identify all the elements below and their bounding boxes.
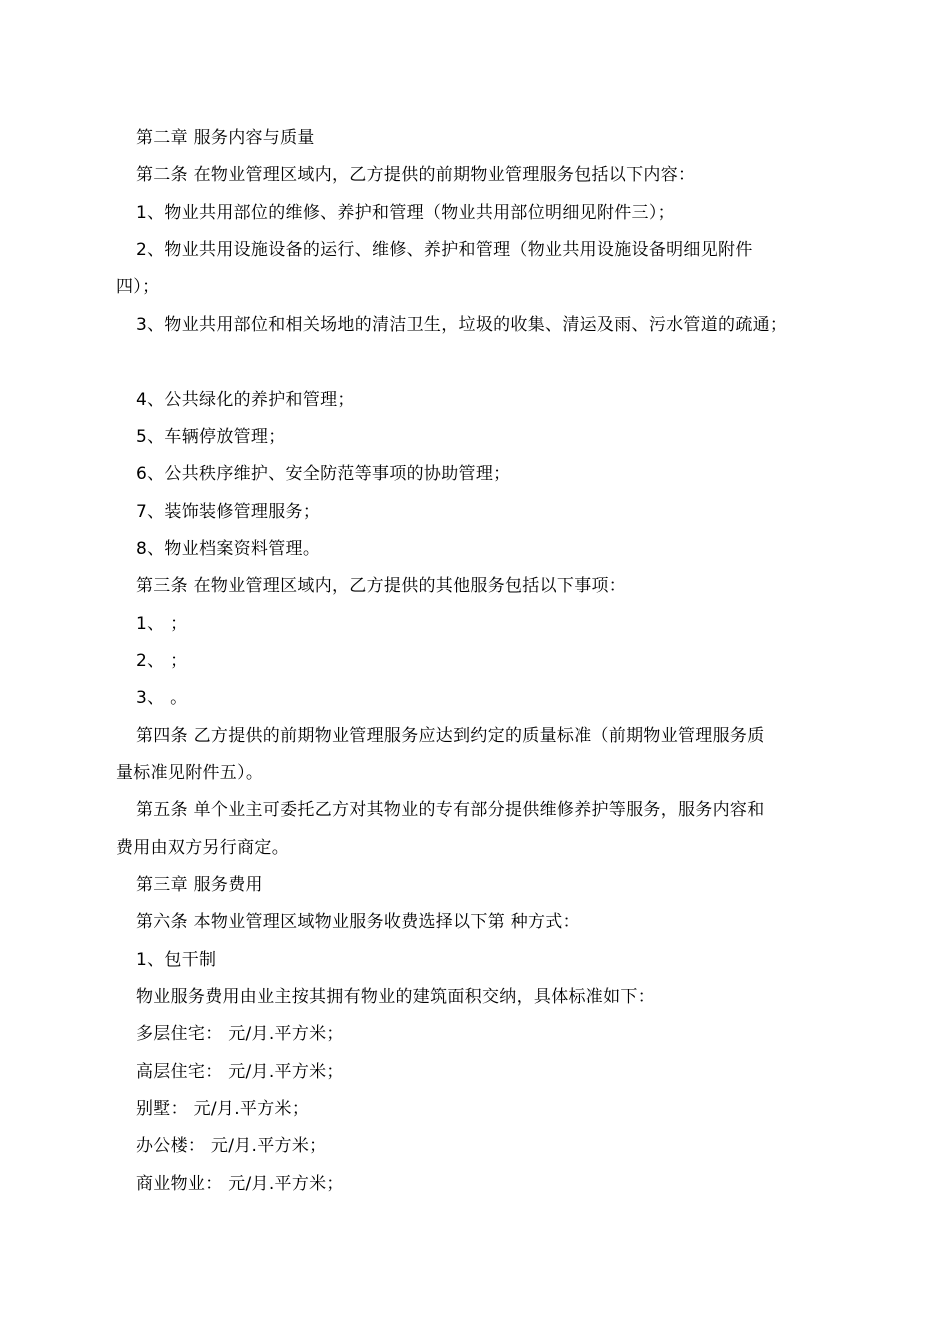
service-item-8: 8、物业档案资料管理。 <box>136 539 321 559</box>
fee-high-rise: 高层住宅： 元/月.平方米； <box>136 1062 344 1082</box>
article-2-text: 第二条 在物业管理区域内，乙方提供的前期物业管理服务包括以下内容： <box>136 165 696 185</box>
article-6-text: 第六条 本物业管理区域物业服务收费选择以下第 种方式： <box>136 912 580 932</box>
article-3-text: 第三条 在物业管理区域内，乙方提供的其他服务包括以下事项： <box>136 576 627 596</box>
service-item-6: 6、公共秩序维护、安全防范等事项的协助管理； <box>136 464 511 484</box>
other-service-item-1: 1、 ； <box>136 614 188 634</box>
service-item-2-line-2: 四）； <box>116 277 160 297</box>
fee-commercial: 商业物业： 元/月.平方米； <box>136 1174 344 1194</box>
service-item-5: 5、车辆停放管理； <box>136 427 286 447</box>
article-5-line-2: 费用由双方另行商定。 <box>116 838 289 858</box>
service-item-1: 1、物业共用部位的维修、养护和管理（物业共用部位明细见附件三）； <box>136 203 675 223</box>
service-item-3: 3、物业共用部位和相关场地的清洁卫生，垃圾的收集、清运及雨、污水管道的疏通； <box>136 315 788 335</box>
article-4-line-1: 第四条 乙方提供的前期物业管理服务应达到约定的质量标准（前期物业管理服务质 <box>136 726 765 746</box>
chapter-2-heading: 第二章 服务内容与质量 <box>136 128 315 148</box>
service-item-2-line-1: 2、物业共用设施设备的运行、维修、养护和管理（物业共用设施设备明细见附件 <box>136 240 753 260</box>
service-item-4: 4、公共绿化的养护和管理； <box>136 390 355 410</box>
article-4-line-2: 量标准见附件五）。 <box>116 763 264 783</box>
chapter-3-heading: 第三章 服务费用 <box>136 875 263 895</box>
other-service-item-3: 3、 。 <box>136 688 188 708</box>
service-item-7: 7、装饰装修管理服务； <box>136 502 321 522</box>
fee-villa: 别墅： 元/月.平方米； <box>136 1099 310 1119</box>
fee-office: 办公楼： 元/月.平方米； <box>136 1136 327 1156</box>
fee-multi-storey: 多层住宅： 元/月.平方米； <box>136 1024 344 1044</box>
fee-method-1-desc: 物业服务费用由业主按其拥有物业的建筑面积交纳，具体标准如下： <box>136 987 655 1007</box>
fee-method-1: 1、包干制 <box>136 950 217 970</box>
other-service-item-2: 2、 ； <box>136 651 188 671</box>
article-5-line-1: 第五条 单个业主可委托乙方对其物业的专有部分提供维修养护等服务，服务内容和 <box>136 800 765 820</box>
